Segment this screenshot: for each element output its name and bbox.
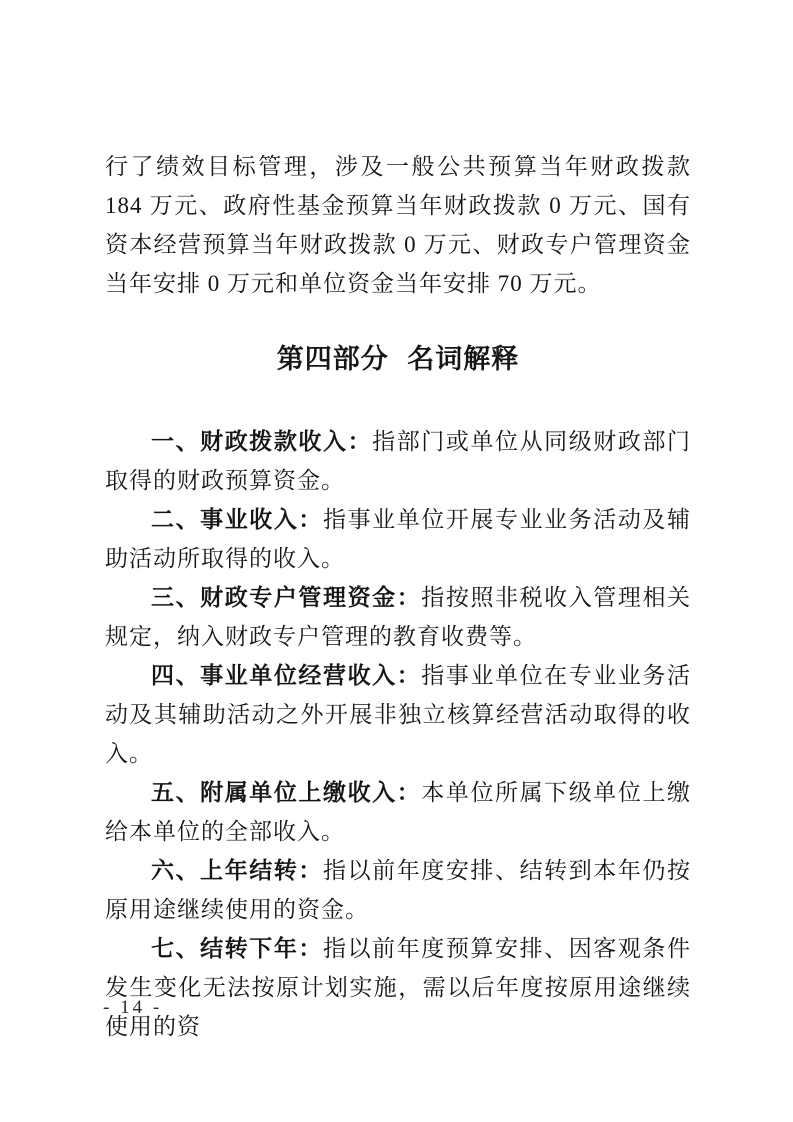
term-item bbox=[105, 500, 691, 578]
section-heading: 第四部分 名词解释 bbox=[276, 344, 520, 374]
term-label: 六、上年结转： bbox=[151, 857, 323, 883]
page-content bbox=[105, 147, 691, 1046]
term-label: 一、财政拨款收入： bbox=[151, 428, 373, 454]
term-definition: 指按照非税收入管理相关规定，纳入财政专户管理的教育收费等。 bbox=[105, 585, 692, 649]
term-label: 四、事业单位经营收入： bbox=[151, 662, 422, 688]
term-item bbox=[105, 422, 691, 500]
page-number: - 14 - bbox=[103, 997, 163, 1018]
term-label: 二、事业收入： bbox=[151, 506, 323, 532]
term-definition: 本单位所属下级单位上缴给本单位的全部收入。 bbox=[105, 780, 692, 844]
term-label: 五、附属单位上缴收入： bbox=[151, 779, 422, 805]
term-definition: 指部门或单位从同级财政部门取得的财政预算资金。 bbox=[105, 429, 692, 493]
term-definition: 指事业单位开展专业业务活动及辅助活动所取得的收入。 bbox=[105, 507, 691, 571]
term-item bbox=[105, 851, 691, 929]
term-definition: 指以前年度安排、结转到本年仍按原用途继续使用的资金。 bbox=[105, 858, 691, 922]
terms-list bbox=[105, 422, 691, 1046]
intro-paragraph: 行了绩效目标管理，涉及一般公共预算当年财政拨款 184 万元、政府性基金预算当年财政拨款 0 万元、国有资本经营预算当年财政拨款 0 万元、财政专户管理资金当年安排 0 万元和单位资金当年安排 70 万元。 bbox=[105, 154, 691, 296]
term-item bbox=[105, 656, 691, 773]
term-item bbox=[105, 773, 691, 851]
term-definition: 指以前年度预算安排、因客观条件发生变化无法按原计划实施，需以后年度按原用途继续使用的资 bbox=[105, 936, 691, 1039]
term-definition: 指事业单位在专业业务活动及其辅助活动之外开展非独立核算经营活动取得的收入。 bbox=[105, 663, 692, 766]
term-label: 三、财政专户管理资金： bbox=[151, 584, 422, 610]
term-item bbox=[105, 929, 691, 1046]
term-item bbox=[105, 578, 691, 656]
term-label: 七、结转下年： bbox=[151, 935, 323, 961]
